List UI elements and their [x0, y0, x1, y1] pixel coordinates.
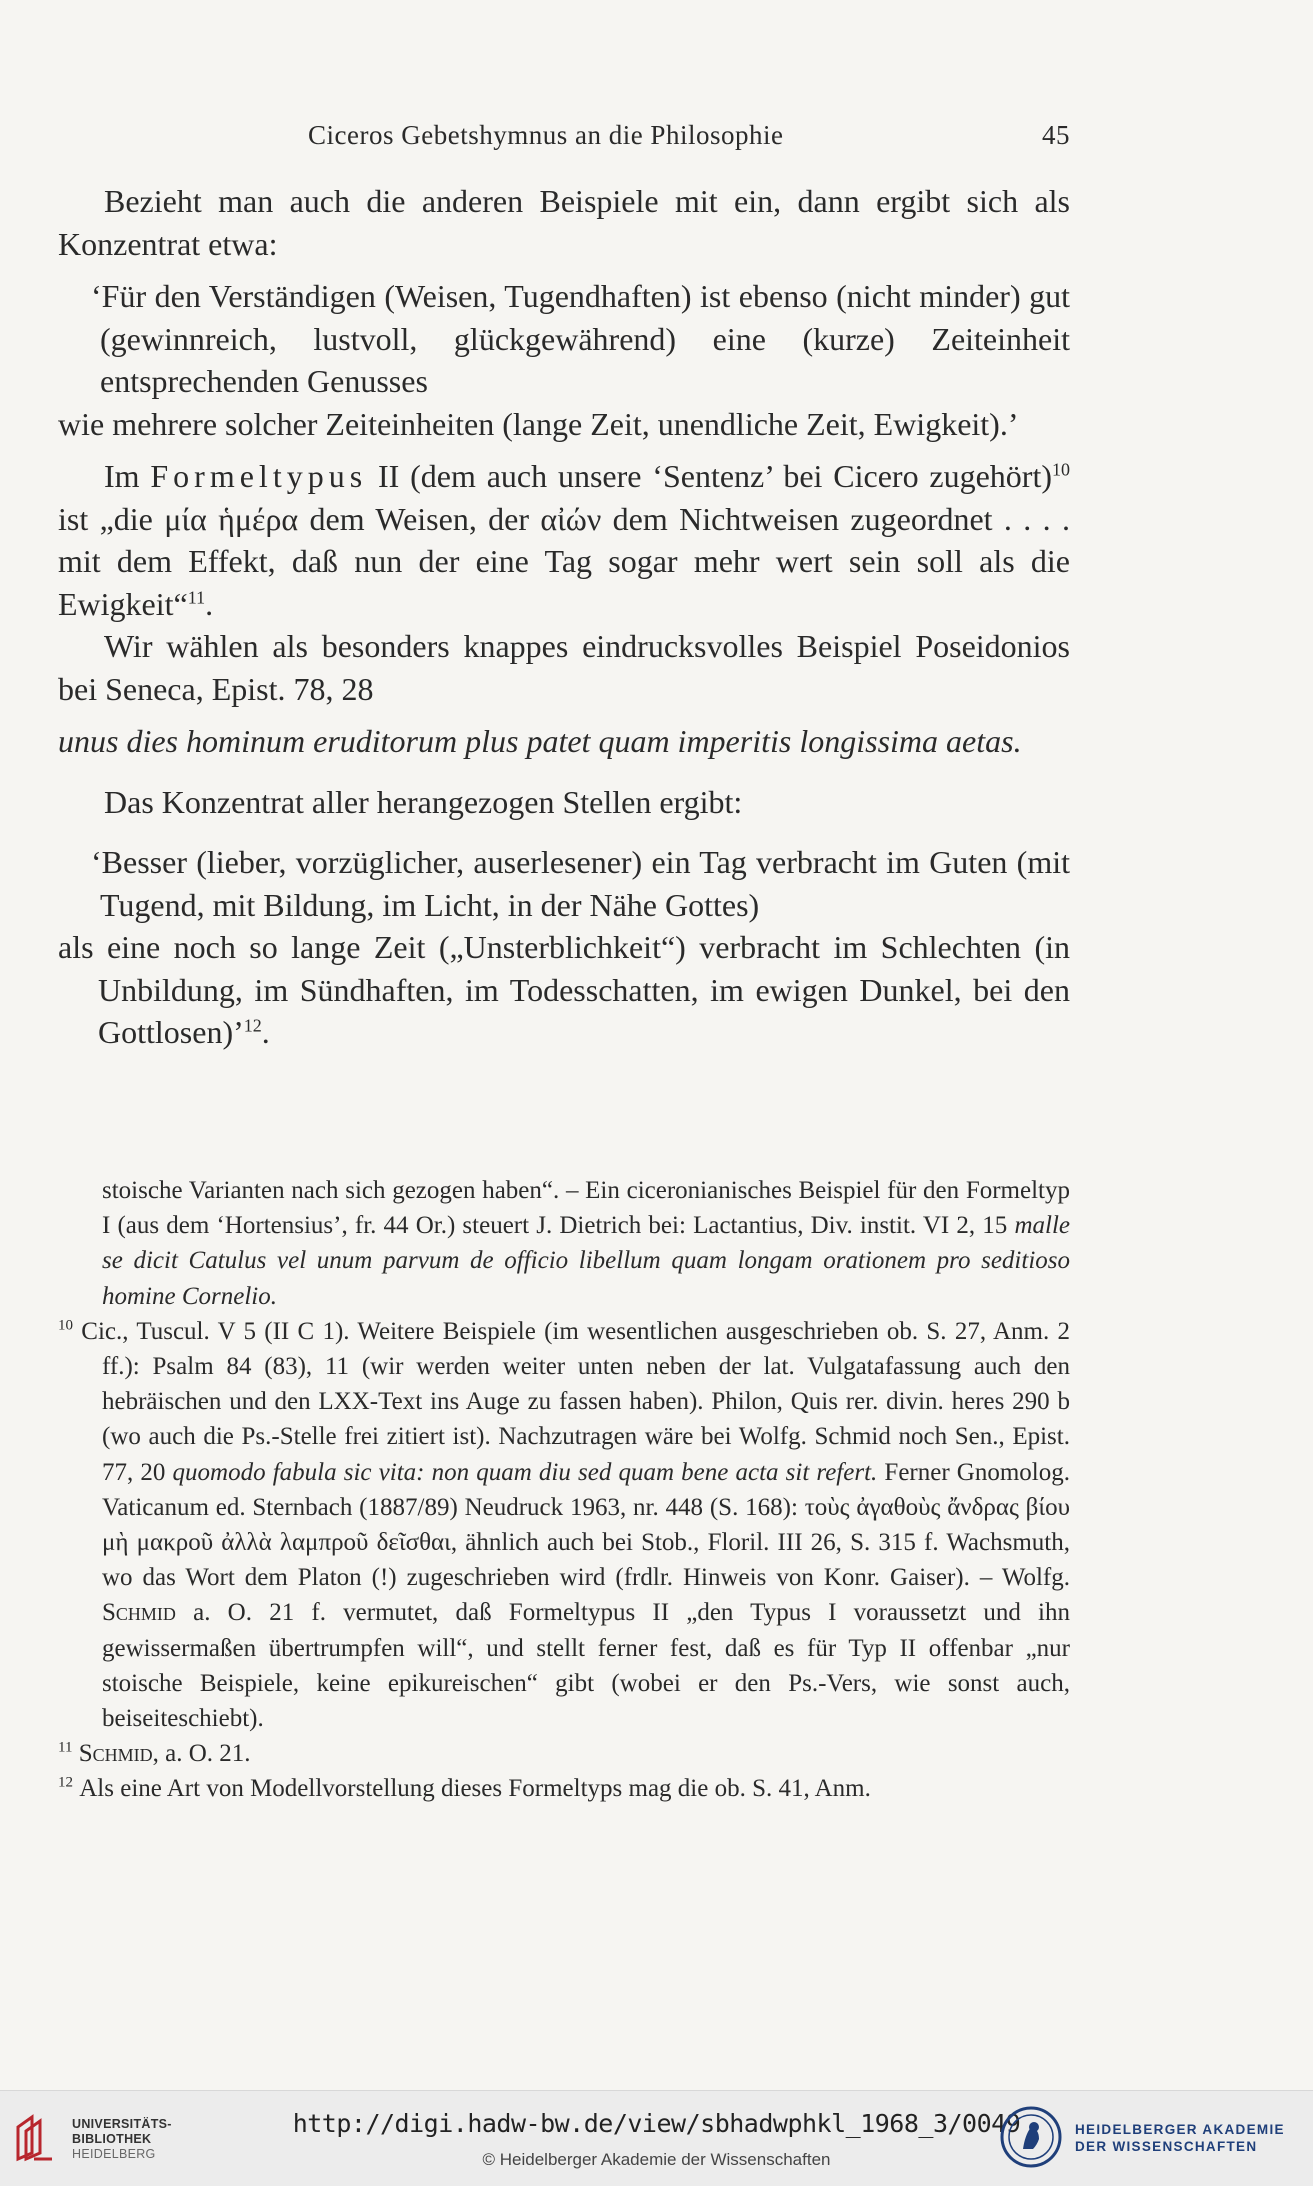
permalink-url[interactable]: http://digi.hadw-bw.de/view/sbhadwphkl_1968_3/0049: [292, 2109, 1021, 2138]
spaced-term: Formeltypus: [150, 458, 368, 494]
paragraph-4: Das Konzentrat aller herangezogen Stellen ergibt:: [104, 783, 743, 820]
paragraph-2: Im Formeltypus II (dem auch unsere ‘Sentenz’ bei Cicero zugehört)$^{10}$ ist „die μία ἡμέρα dem Weisen, der αἰών dem Nichtweisen zugeordnet . . . . mit dem Effekt, daß nun der eine Tag sogar mehr wert sein soll als die Ewigkeit“$^{11}$.: [58, 458, 1070, 622]
running-header: [58, 120, 1070, 160]
quote-1-part-b: wie mehrere solcher Zeiteinheiten (lange Zeit, unendliche Zeit, Ewigkeit).’: [58, 405, 1019, 442]
footnote-ref-12: 12: [243, 1015, 262, 1036]
paragraph-1: Bezieht man auch die anderen Beispiele mit ein, dann ergibt sich als Konzentrat etwa:: [58, 183, 1070, 262]
quote-2-part-a: ‘Besser (lieber, vorzüglicher, auserlesener) ein Tag verbracht im Guten (mit Tugend, mit Bildung, im Licht, in der Nähe Gottes): [91, 844, 1070, 923]
copyright-notice: © Heidelberger Akademie der Wissenschaften: [482, 2150, 831, 2169]
footnote-10: $^{10}$ Cic., Tuscul. V 5 (II C 1). Weitere Beispiele (im wesentlichen ausgeschrieben ob. S. 27, Anm. 2 ff.): Psalm 84 (83), 11 (wir werden weiter unten neben der lat. Vulgatafassung auch den hebräischen und den LXX-Text ins Auge zu fassen haben). Philon, Quis rer. divin. heres 290 b (wo auch die Ps.-Stelle frei zitiert ist). Nachzutragen wäre bei Wolfg. Schmid noch Sen., Epist. 77, 20 quomodo fabula sic vita: non quam diu sed quam bene acta sit refert. Ferner Gnomolog. Vaticanum ed. Sternbach (1887/89) Neudruck 1963, nr. 448 (S. 168): τοὺς ἀγαθοὺς ἄνδρας βίου μὴ μακροῦ ἀλλὰ λαμπροῦ δεῖσθαι, ähnlich auch bei Stob., Floril. III 26, S. 315 f. Wachsmuth, wo das Wort dem Platon (!) zugeschrieben wird (frdlr. Hinweis von Konr. Gaiser). – Wolfg. Schmid a. O. 21 f. vermutet, daß Formeltypus II „den Typus I voraussetzt und ihn gewissermaßen übertrumpfen will“, und stellt ferner fest, daß es für Typ II offenbar „nur stoische Beispiele, keine epikureischen“ gibt (wobei er den Ps.-Vers, wie sonst auch, beiseiteschiebt).: [58, 1317, 1071, 1733]
academy-name: HEIDELBERGER AKADEMIE DER WISSENSCHAFTEN: [1075, 2122, 1285, 2154]
footnotes: [58, 1173, 1070, 1807]
library-name: UNIVERSITÄTS- BIBLIOTHEK HEIDELBERG: [72, 2117, 172, 2161]
running-title: Ciceros Gebetshymnus an die Philosophie: [308, 120, 784, 150]
latin-quote: unus dies hominum eruditorum plus patet quam imperitis longissima aetas.: [58, 723, 1022, 759]
footnote-continuation: stoische Varianten nach sich gezogen haben“. – Ein ciceronianisches Beispiel für den Formeltyp I (aus dem ‘Hortensius’, fr. 44 Or.) steuert J. Dietrich bei: Lactantius, Div. instit. VI 2, 15 malle se dicit Catulus vel unum parvum de officio libellum quam longam orationem pro seditioso homine Cornelio.: [102, 1177, 1070, 1310]
page-number: 45: [1042, 120, 1070, 150]
quote-2-part-b: als eine noch so lange Zeit („Unsterblichkeit“) verbracht im Schlechten (in Unbildung, im Sündhaften, im Todesschatten, im ewigen Dunkel, bei den Gottlosen)’$^{12}$.: [58, 929, 1070, 1050]
footnote-12: $^{12}$ Als eine Art von Modellvorstellung dieses Formeltyps mag die ob. S. 41, Anm.: [58, 1775, 871, 1803]
footnote-11: $^{11}$ Schmid, a. O. 21.: [58, 1739, 251, 1768]
footnote-ref-10: 10: [1052, 459, 1070, 480]
main-text: [58, 180, 1070, 1054]
footnote-ref-11: 11: [187, 586, 206, 607]
viewer-footer: [0, 2090, 1313, 2186]
quote-1-part-a: ‘Für den Verständigen (Weisen, Tugendhaften) ist ebenso (nicht minder) gut (gewinnreich, lustvoll, glückgewährend) eine (kurze) Zeiteinheit entsprechenden Genusses: [91, 278, 1070, 399]
academy-logo[interactable]: [999, 2105, 1299, 2171]
academy-seal-icon: [999, 2105, 1063, 2169]
paragraph-3: Wir wählen als besonders knappes eindrucksvolles Beispiel Poseidonios bei Seneca, Epist. 78, 28: [58, 628, 1070, 707]
